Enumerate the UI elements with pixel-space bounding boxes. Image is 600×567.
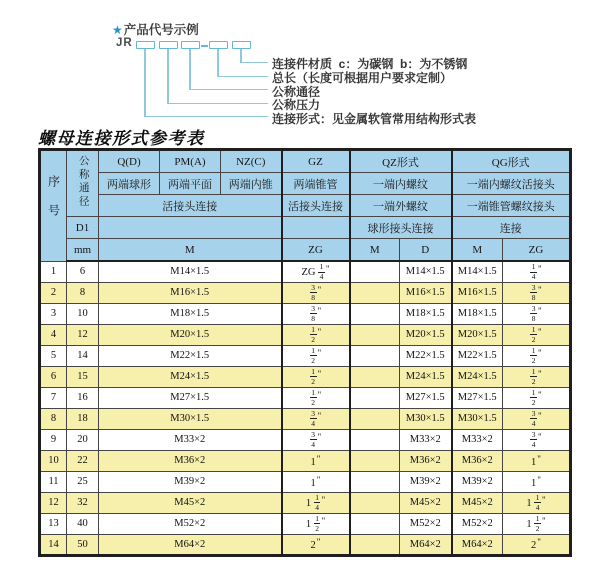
cell-qz-m [350,492,400,513]
inch-mark: " [538,264,542,274]
table-row [40,303,571,324]
star-icon: ★ [112,23,123,37]
inch-mark: " [537,453,541,464]
inch-mark: " [537,474,541,485]
code-label-connection: 连接形式：见金属软管常用结构形式表 [272,111,477,126]
table-row [40,345,571,366]
inch-mark: " [541,515,546,526]
product-code-heading-text: 产品代号示例 [123,23,199,37]
code-box-1 [136,41,155,49]
connector-line [217,49,219,76]
table-row [40,366,571,387]
cell-gz [282,366,350,387]
cell-qz-m [350,303,400,324]
header-qg-sub1: 一端内螺纹活接头 [452,173,571,195]
cell-seq: 13 [40,513,67,534]
cell-seq: 10 [40,450,67,471]
cell-mm: 16 [67,387,99,408]
cell-qg-m: M45×2 [452,492,503,513]
inch-mark: " [541,494,546,505]
header-d1: D1 [67,217,99,239]
cell-m: M64×2 [99,534,282,555]
code-box-2 [159,41,178,49]
inch-mark: " [538,389,542,400]
header-qz-sub1: 一端内螺纹 [350,173,452,195]
cell-qz-m [350,534,400,555]
cell-m: M22×1.5 [99,345,282,366]
inch-mark: " [321,494,326,505]
inch-mark: " [321,515,326,526]
cell-qz-m [350,324,400,345]
connector-line [217,76,268,78]
fraction: $\frac{3}{8}$ [311,303,316,323]
code-box-5 [232,41,251,49]
code-label-length: 总长（长度可根据用户要求定制） [272,71,453,85]
code-dash [201,45,208,47]
fraction: $\frac{1}{2}$ [531,324,536,344]
cell-seq: 6 [40,366,67,387]
cell-qg-m: M16×1.5 [452,282,503,303]
header-gz: GZ [282,150,350,173]
cell-qg-m: M33×2 [452,429,503,450]
cell-qg-zg [503,261,571,282]
cell-gz [282,408,350,429]
cell-gz: 1" [282,450,350,471]
inch-mark: " [317,368,322,379]
connector-line [240,62,268,64]
connector-line [189,89,268,91]
cell-qz-m [350,429,400,450]
header-qz-sub3: 球形接头连接 [350,217,452,239]
fraction: $\frac{3}{4}$ [311,408,316,428]
cell-qg-m: M36×2 [452,450,503,471]
cell-qz-m [350,282,400,303]
connector-line [240,49,242,62]
cell-qg-m: M27×1.5 [452,387,503,408]
cell-qg-m: M20×1.5 [452,324,503,345]
inch-mark: " [317,326,322,337]
header-qg: QG形式 [452,150,571,173]
cell-mm: 22 [67,450,99,471]
cell-qz-d: M30×1.5 [400,408,452,429]
table-row [40,534,571,555]
fraction: $\frac{3}{4}$ [311,429,316,449]
cell-qz-d: M39×2 [400,471,452,492]
header-zg1: ZG [282,239,350,262]
fraction: $\frac{1}{2}$ [311,324,316,344]
cell-qz-m [350,345,400,366]
cell-mm: 50 [67,534,99,555]
cell-gz [282,345,350,366]
header-nz-sub: 两端内锥 [221,173,282,195]
fraction: $\frac{1}{2}$ [311,345,316,365]
cell-qz-d: M36×2 [400,450,452,471]
cell-m: M20×1.5 [99,324,282,345]
cell-qg-zg: 1 $\frac{1}{4}$ " [503,492,571,513]
cell-qg-m: M22×1.5 [452,345,503,366]
cell-qg-zg [503,282,571,303]
cell-gz [282,324,350,345]
header-zg2: ZG [503,239,571,262]
fraction: $\frac{1}{2}$ [315,513,319,533]
code-box-4 [209,41,228,49]
cell-mm: 40 [67,513,99,534]
fraction: $\frac{1}{2}$ [531,345,536,365]
cell-qg-m: M64×2 [452,534,503,555]
cell-seq: 14 [40,534,67,555]
inch-mark: " [317,284,322,295]
connector-line [189,49,191,89]
cell-qz-m [350,450,400,471]
cell-qz-d: M27×1.5 [400,387,452,408]
inch-mark: " [317,305,322,316]
cell-qg-zg [503,408,571,429]
inch-mark: " [538,431,542,442]
inch-mark: " [538,368,542,379]
code-label-pressure: 公称压力 [272,98,321,112]
inch-mark: " [317,431,322,442]
cell-mm: 20 [67,429,99,450]
cell-gz: 2" [282,534,350,555]
header-m2: M [350,239,400,262]
cell-seq: 9 [40,429,67,450]
connector-line [167,103,268,105]
inch-mark: " [316,537,321,547]
reference-table [38,148,572,557]
cell-qg-zg [503,303,571,324]
header-gz-joint: 活接头连接 [282,195,350,217]
inch-mark: " [537,537,541,547]
cell-qz-m [350,513,400,534]
cell-gz: 1 $\frac{1}{2}$ " [282,513,350,534]
product-code-prefix: JR [116,37,133,49]
cell-m: M27×1.5 [99,387,282,408]
cell-gz [282,282,350,303]
cell-qz-m [350,366,400,387]
cell-mm: 12 [67,324,99,345]
fraction: $\frac{1}{4}$ [315,492,319,512]
inch-mark: " [317,389,322,400]
cell-qz-d: M18×1.5 [400,303,452,324]
table-body [40,261,571,555]
header-qg-sub3: 连接 [452,217,571,239]
cell-m: M18×1.5 [99,303,282,324]
table-row [40,408,571,429]
cell-qg-m: M14×1.5 [452,261,503,282]
cell-seq: 4 [40,324,67,345]
code-box-3 [181,41,200,49]
cell-qz-d: M20×1.5 [400,324,452,345]
cell-qz-d: M45×2 [400,492,452,513]
header-pm-sub: 两端平面 [160,173,221,195]
cell-qg-zg: 1" [503,450,571,471]
table-row [40,387,571,408]
inch-mark: " [317,347,322,358]
cell-gz: ZG $\frac{1}{4}$ " [282,261,350,282]
cell-qz-m [350,408,400,429]
cell-m: M30×1.5 [99,408,282,429]
cell-mm: 32 [67,492,99,513]
cell-mm: 25 [67,471,99,492]
header-empty [282,217,350,239]
cell-seq: 8 [40,408,67,429]
table-row [40,450,571,471]
header-m3: M [452,239,503,262]
header-gz-sub: 两端锥管 [282,173,350,195]
fraction: $\frac{3}{4}$ [531,408,536,428]
cell-mm: 14 [67,345,99,366]
header-mm: mm [67,239,99,262]
table-row [40,429,571,450]
inch-mark: " [538,305,542,316]
inch-mark: " [538,410,542,421]
cell-qz-m [350,261,400,282]
cell-gz [282,429,350,450]
header-q: Q(D) [99,150,160,173]
cell-qz-d: M52×2 [400,513,452,534]
cell-qz-d: M33×2 [400,429,452,450]
cell-qg-zg [503,387,571,408]
cell-qz-d: M22×1.5 [400,345,452,366]
cell-qg-zg [503,366,571,387]
cell-mm: 6 [67,261,99,282]
header-seq: 序号 [40,150,67,262]
cell-m: M36×2 [99,450,282,471]
inch-mark: " [316,474,321,485]
cell-qg-zg [503,345,571,366]
cell-qz-d: M16×1.5 [400,282,452,303]
cell-mm: 15 [67,366,99,387]
table-row [40,282,571,303]
cell-m: M33×2 [99,429,282,450]
fraction: $\frac{1}{2}$ [311,366,316,386]
connector-line [167,49,169,103]
cell-seq: 3 [40,303,67,324]
fraction: $\frac{3}{4}$ [531,429,536,449]
cell-mm: 8 [67,282,99,303]
header-pm: PM(A) [160,150,221,173]
table-row [40,471,571,492]
cell-qz-m [350,471,400,492]
inch-mark: " [316,453,321,464]
cell-qg-m: M24×1.5 [452,366,503,387]
cell-qg-zg [503,324,571,345]
header-qz-sub2: 一端外螺纹 [350,195,452,217]
cell-seq: 2 [40,282,67,303]
header-nz: NZ(C) [221,150,282,173]
cell-qz-d: M14×1.5 [400,261,452,282]
table-row [40,492,571,513]
code-label-material: 连接件材质 c：为碳钢 b：为不锈钢 [272,57,468,71]
header-d: D [400,239,452,262]
table-row [40,324,571,345]
connector-line [144,49,146,116]
header-qg-sub2: 一端锥管螺纹接头 [452,195,571,217]
cell-m: M14×1.5 [99,261,282,282]
fraction: $\frac{1}{4}$ [319,262,324,281]
product-code-heading [112,20,199,38]
table-row [40,513,571,534]
connector-line [144,116,268,118]
cell-gz: 1" [282,471,350,492]
fraction: $\frac{1}{2}$ [531,387,536,407]
header-live-joint: 活接头连接 [99,195,282,217]
cell-seq: 7 [40,387,67,408]
cell-qg-zg [503,429,571,450]
cell-m: M16×1.5 [99,282,282,303]
inch-mark: " [317,410,322,421]
cell-m: M45×2 [99,492,282,513]
inch-mark: " [325,264,330,274]
header-dn: 公称通径 [67,150,99,217]
fraction: $\frac{3}{8}$ [531,303,536,323]
fraction: $\frac{1}{4}$ [535,492,540,512]
cell-m: M24×1.5 [99,366,282,387]
cell-qg-m: M30×1.5 [452,408,503,429]
cell-seq: 11 [40,471,67,492]
cell-seq: 5 [40,345,67,366]
table-row [40,261,571,282]
header-m1: M [99,239,282,262]
inch-mark: " [538,326,542,337]
cell-mm: 18 [67,408,99,429]
cell-mm: 10 [67,303,99,324]
cell-gz [282,387,350,408]
cell-gz [282,303,350,324]
header-qz: QZ形式 [350,150,452,173]
inch-mark: " [538,347,542,358]
cell-qg-m: M18×1.5 [452,303,503,324]
fraction: $\frac{1}{2}$ [531,366,536,386]
cell-seq: 1 [40,261,67,282]
cell-qg-zg: 2" [503,534,571,555]
cell-qg-zg: 1" [503,471,571,492]
fraction: $\frac{1}{4}$ [531,262,536,281]
fraction: $\frac{1}{2}$ [311,387,316,407]
cell-qg-m: M39×2 [452,471,503,492]
code-label-diameter: 公称通径 [272,84,321,99]
cell-qz-d: M64×2 [400,534,452,555]
header-empty [99,217,282,239]
cell-seq: 12 [40,492,67,513]
cell-qz-m [350,387,400,408]
page-title: 螺母连接形式参考表 [38,129,205,149]
cell-m: M52×2 [99,513,282,534]
inch-mark: " [538,284,542,295]
header-q-sub: 两端球形 [99,173,160,195]
cell-qg-m: M52×2 [452,513,503,534]
fraction: $\frac{3}{8}$ [311,282,316,302]
fraction: $\frac{3}{8}$ [531,282,536,302]
fraction: $\frac{1}{2}$ [535,513,540,533]
cell-qz-d: M24×1.5 [400,366,452,387]
cell-qg-zg: 1 $\frac{1}{2}$ " [503,513,571,534]
cell-gz: 1 $\frac{1}{4}$ " [282,492,350,513]
cell-m: M39×2 [99,471,282,492]
